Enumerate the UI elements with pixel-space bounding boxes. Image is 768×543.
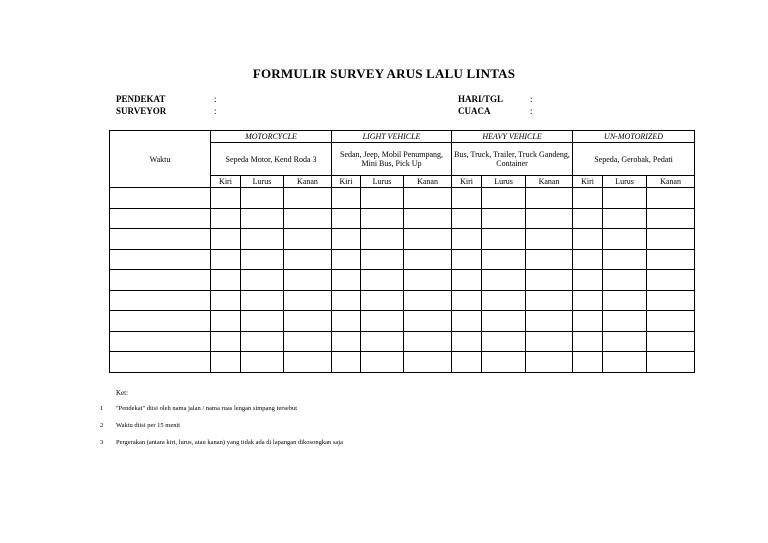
count-cell[interactable] [241,229,284,250]
col-kiri: Kiri [573,176,603,188]
count-cell[interactable] [332,270,361,291]
table-row [110,208,695,229]
table-row [110,331,695,352]
count-cell[interactable] [526,290,573,311]
count-cell[interactable] [241,270,284,291]
count-cell[interactable] [332,331,361,352]
count-cell[interactable] [647,249,695,270]
count-cell[interactable] [332,352,361,373]
table-row [110,352,695,373]
count-cell[interactable] [482,208,526,229]
hari-colon: : [530,94,533,104]
table-row [110,270,695,291]
count-cell[interactable] [241,290,284,311]
count-cell[interactable] [211,352,241,373]
count-cell[interactable] [603,331,647,352]
count-cell[interactable] [603,270,647,291]
count-cell[interactable] [482,331,526,352]
count-cell[interactable] [404,290,452,311]
col-kanan: Kanan [404,176,452,188]
count-cell[interactable] [332,208,361,229]
table-row [110,188,695,209]
count-cell[interactable] [452,208,482,229]
count-cell[interactable] [404,188,452,209]
count-cell[interactable] [404,352,452,373]
waktu-cell[interactable] [110,229,211,250]
count-cell[interactable] [482,311,526,332]
count-cell[interactable] [647,229,695,250]
col-lurus: Lurus [482,176,526,188]
count-cell[interactable] [332,249,361,270]
waktu-cell[interactable] [110,352,211,373]
count-cell[interactable] [284,208,332,229]
waktu-cell[interactable] [110,188,211,209]
count-cell[interactable] [482,249,526,270]
count-cell[interactable] [404,249,452,270]
desc-light-vehicle: Sedan, Jeep, Mobil Penumpang, Mini Bus, Pick Up [332,143,452,176]
count-cell[interactable] [361,249,404,270]
desc-un-motorized: Sepeda, Gerobak, Pedati [573,143,695,176]
traffic-count-table [109,130,695,373]
count-cell[interactable] [241,208,284,229]
count-cell[interactable] [452,188,482,209]
count-cell[interactable] [284,188,332,209]
category-heavy-vehicle: HEAVY VEHICLE [452,131,573,143]
surveyor-field [116,106,217,116]
count-cell[interactable] [332,188,361,209]
count-cell[interactable] [361,208,404,229]
waktu-cell[interactable] [110,311,211,332]
count-cell[interactable] [211,311,241,332]
count-cell[interactable] [482,290,526,311]
col-lurus: Lurus [603,176,647,188]
count-cell[interactable] [404,208,452,229]
count-cell[interactable] [404,311,452,332]
category-motorcycle: MOTORCYCLE [211,131,332,143]
count-cell[interactable] [573,188,603,209]
waktu-cell[interactable] [110,331,211,352]
waktu-cell[interactable] [110,290,211,311]
count-cell[interactable] [573,352,603,373]
col-kanan: Kanan [647,176,695,188]
waktu-cell[interactable] [110,270,211,291]
count-cell[interactable] [647,331,695,352]
count-cell[interactable] [211,331,241,352]
col-kanan: Kanan [284,176,332,188]
count-cell[interactable] [452,249,482,270]
waktu-header: Waktu [110,131,211,188]
note-number: 3 [100,439,104,446]
count-cell[interactable] [482,352,526,373]
count-cell[interactable] [241,352,284,373]
count-cell[interactable] [647,188,695,209]
count-cell[interactable] [211,270,241,291]
count-cell[interactable] [452,229,482,250]
col-lurus: Lurus [361,176,404,188]
count-cell[interactable] [603,229,647,250]
count-cell[interactable] [526,188,573,209]
count-cell[interactable] [526,352,573,373]
count-cell[interactable] [284,290,332,311]
count-cell[interactable] [603,208,647,229]
table-row [110,249,695,270]
table-row [110,229,695,250]
category-light-vehicle: LIGHT VEHICLE [332,131,452,143]
count-cell[interactable] [526,208,573,229]
count-cell[interactable] [482,270,526,291]
count-cell[interactable] [526,311,573,332]
count-cell[interactable] [647,270,695,291]
desc-heavy-vehicle: Bus, Truck, Trailer, Truck Gandeng, Container [452,143,573,176]
pendekat-field [116,94,217,104]
cuaca-colon: : [530,106,533,116]
count-cell[interactable] [241,311,284,332]
count-cell[interactable] [361,188,404,209]
count-cell[interactable] [603,352,647,373]
count-cell[interactable] [573,270,603,291]
note-number: 1 [100,405,104,412]
count-cell[interactable] [404,229,452,250]
form-title: FORMULIR SURVEY ARUS LALU LINTAS [252,66,516,81]
count-cell[interactable] [284,352,332,373]
count-cell[interactable] [526,229,573,250]
cuaca-field [458,106,533,116]
count-cell[interactable] [452,270,482,291]
note-text: "Pendekat" diisi oleh nama jalan / nama ruas lengan simpang tersebut [116,405,298,412]
note-text: Pergerakan (antara kiri, lurus, atau kanan) yang tidak ada di lapangan dikosongkan saja [116,439,343,446]
desc-motorcycle: Sepeda Motor, Kend Roda 3 [211,143,332,176]
count-cell[interactable] [526,331,573,352]
surveyor-colon: : [214,106,217,116]
count-cell[interactable] [573,208,603,229]
count-cell[interactable] [332,311,361,332]
count-cell[interactable] [284,311,332,332]
count-cell[interactable] [361,270,404,291]
count-cell[interactable] [211,188,241,209]
count-cell[interactable] [284,270,332,291]
count-cell[interactable] [361,352,404,373]
count-cell[interactable] [404,270,452,291]
count-cell[interactable] [332,229,361,250]
count-cell[interactable] [211,290,241,311]
col-kiri: Kiri [452,176,482,188]
count-cell[interactable] [573,331,603,352]
count-cell[interactable] [573,290,603,311]
count-cell[interactable] [647,311,695,332]
col-lurus: Lurus [241,176,284,188]
cuaca-label: CUACA [458,106,491,116]
count-cell[interactable] [361,331,404,352]
count-cell[interactable] [647,290,695,311]
count-cell[interactable] [452,331,482,352]
count-cell[interactable] [211,249,241,270]
count-cell[interactable] [603,188,647,209]
count-cell[interactable] [332,290,361,311]
count-cell[interactable] [526,249,573,270]
pendekat-colon: : [214,94,217,104]
waktu-cell[interactable] [110,249,211,270]
count-cell[interactable] [647,352,695,373]
count-cell[interactable] [241,188,284,209]
note-number: 2 [100,422,104,429]
hari-label: HARI/TGL [458,94,504,104]
count-cell[interactable] [211,229,241,250]
count-cell[interactable] [361,290,404,311]
count-cell[interactable] [284,229,332,250]
count-cell[interactable] [573,229,603,250]
col-kanan: Kanan [526,176,573,188]
count-cell[interactable] [361,229,404,250]
waktu-cell[interactable] [110,208,211,229]
count-cell[interactable] [603,249,647,270]
col-kiri: Kiri [211,176,241,188]
count-cell[interactable] [452,311,482,332]
count-cell[interactable] [211,208,241,229]
count-cell[interactable] [482,229,526,250]
surveyor-label: SURVEYOR [116,106,167,116]
count-cell[interactable] [647,208,695,229]
hari-field [458,94,533,104]
count-cell[interactable] [284,331,332,352]
col-kiri: Kiri [332,176,361,188]
count-cell[interactable] [241,331,284,352]
count-cell[interactable] [603,290,647,311]
table-row [110,290,695,311]
count-cell[interactable] [573,249,603,270]
count-cell[interactable] [573,311,603,332]
count-cell[interactable] [603,311,647,332]
count-cell[interactable] [241,249,284,270]
category-un-motorized: UN-MOTORIZED [573,131,695,143]
pendekat-label: PENDEKAT [116,94,166,104]
note-text: Waktu diisi per 15 menit [116,422,181,429]
count-cell[interactable] [482,188,526,209]
count-cell[interactable] [526,270,573,291]
count-cell[interactable] [452,290,482,311]
table-row [110,311,695,332]
count-cell[interactable] [361,311,404,332]
count-cell[interactable] [404,331,452,352]
count-cell[interactable] [284,249,332,270]
count-cell[interactable] [452,352,482,373]
notes-heading: Ket: [116,389,129,397]
